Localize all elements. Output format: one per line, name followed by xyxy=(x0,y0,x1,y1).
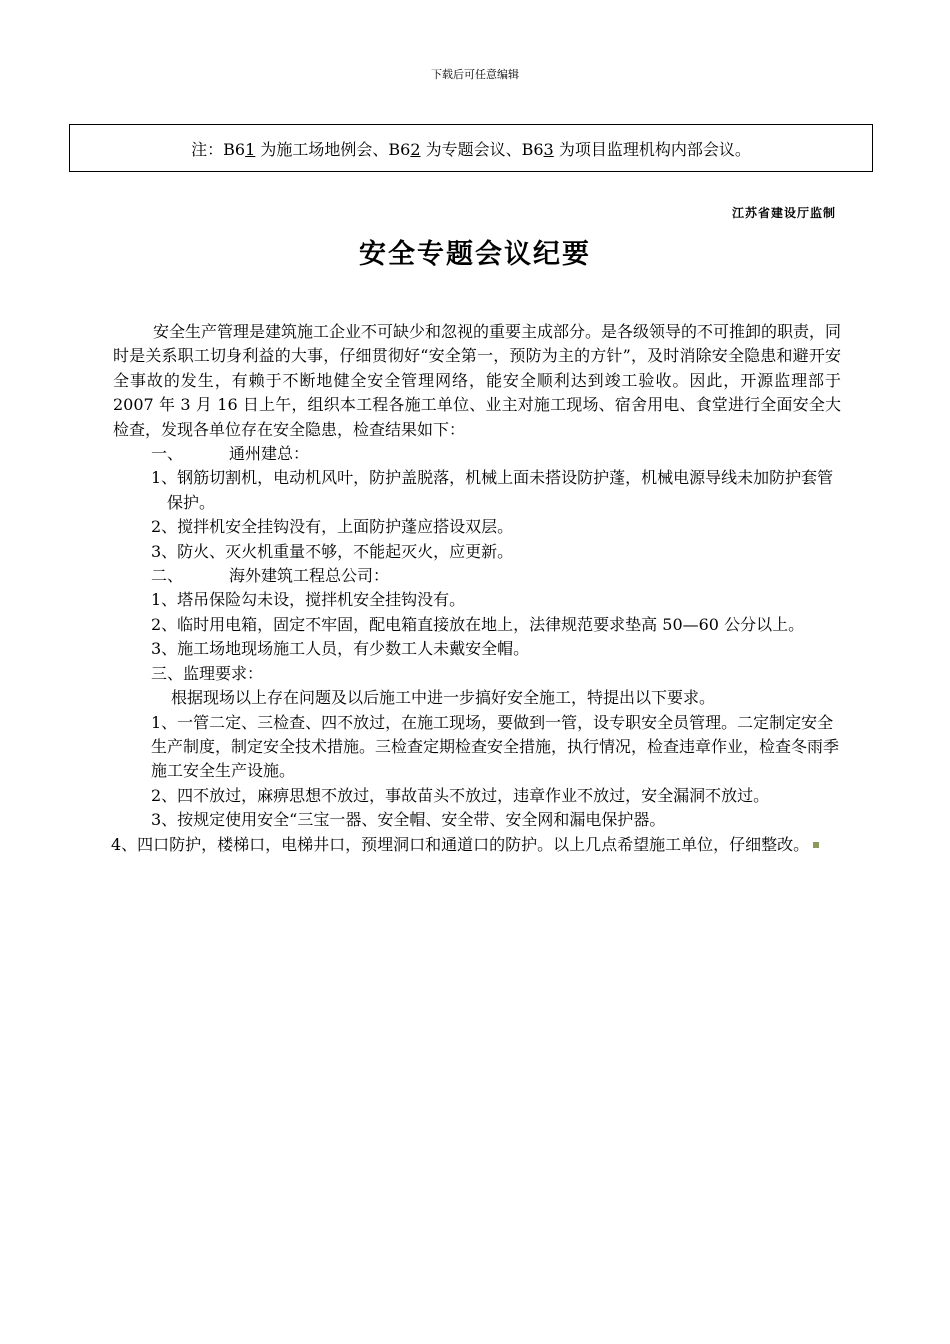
note-box xyxy=(69,124,873,172)
section-2-heading: 二、 海外建筑工程总公司： xyxy=(151,566,390,586)
section-1-item: 1、钢筋切割机，电动机风叶，防护盖脱落，机械上面未搭设防护蓬，机械电源导线未加防护套管保护。 xyxy=(151,468,834,512)
intro-paragraph: 安全生产管理是建筑施工企业不可缺少和忽视的重要主成部分。是各级领导的不可推卸的职责，同时是关系职工切身利益的大事，仔细贯彻好“安全第一，预防为主的方针”，及时消除安全隐患和避开安全事故的发生，有赖于不断地健全安全管理网络，能安全顺利达到竣工验收。因此，开源监理部于 2007 年 3 月 16 日上午，组织本工程各施工单位、业主对施工现场、宿舍用电、食堂进行全面安全大检查，发现各单位存在安全隐患，检查结果如下： xyxy=(113,322,842,439)
issuer-label: 江苏省建设厅监制 xyxy=(731,206,836,220)
section-3-item: 1、一管二定、三检查、四不放过，在施工现场，要做到一管，设专职安全员管理。二定制定安全生产制度，制定安全技术措施。三检查定期检查安全措施，执行情况，检查违章作业，检查冬雨季施工安全生产设施。 xyxy=(151,712,840,781)
document-body xyxy=(113,320,841,857)
section-3-item: 3、按规定使用安全“三宝一器、安全帽、安全带、安全网和漏电保护器。 xyxy=(151,810,666,830)
section-1-item: 3、防火、灭火机重量不够，不能起灭火，应更新。 xyxy=(151,541,514,561)
section-2-item: 2、临时用电箱，固定不牢固，配电箱直接放在地上，法律规范要求垫高 50—60 公分以上。 xyxy=(151,614,805,634)
section-1-heading: 一、 通州建总： xyxy=(151,444,310,464)
end-mark-icon xyxy=(813,842,819,848)
section-3-lead: 根据现场以上存在问题及以后施工中进一步搞好安全施工，特提出以下要求。 xyxy=(171,688,716,708)
note-text: 注：B61 为施工场地例会、B62 为专题会议、B63 为项目监理机构内部会议。 xyxy=(191,139,751,159)
section-3-item: 4、四口防护，楼梯口，电梯井口，预埋洞口和通道口的防护。以上几点希望施工单位，仔细整改。 xyxy=(111,833,841,857)
section-2-item: 3、施工场地现场施工人员，有少数工人未戴安全帽。 xyxy=(151,639,530,659)
section-3-heading: 三、监理要求： xyxy=(151,663,264,683)
section-2-item: 1、塔吊保险勾未设，搅拌机安全挂钩没有。 xyxy=(151,590,466,610)
document-title: 安全专题会议纪要 xyxy=(359,239,591,270)
section-3-item: 2、四不放过，麻痹思想不放过，事故苗头不放过，违章作业不放过，安全漏洞不放过。 xyxy=(151,785,770,805)
section-1-item: 2、搅拌机安全挂钩没有，上面防护蓬应搭设双层。 xyxy=(151,517,514,537)
page-header-note: 下载后可任意编辑 xyxy=(431,68,519,81)
